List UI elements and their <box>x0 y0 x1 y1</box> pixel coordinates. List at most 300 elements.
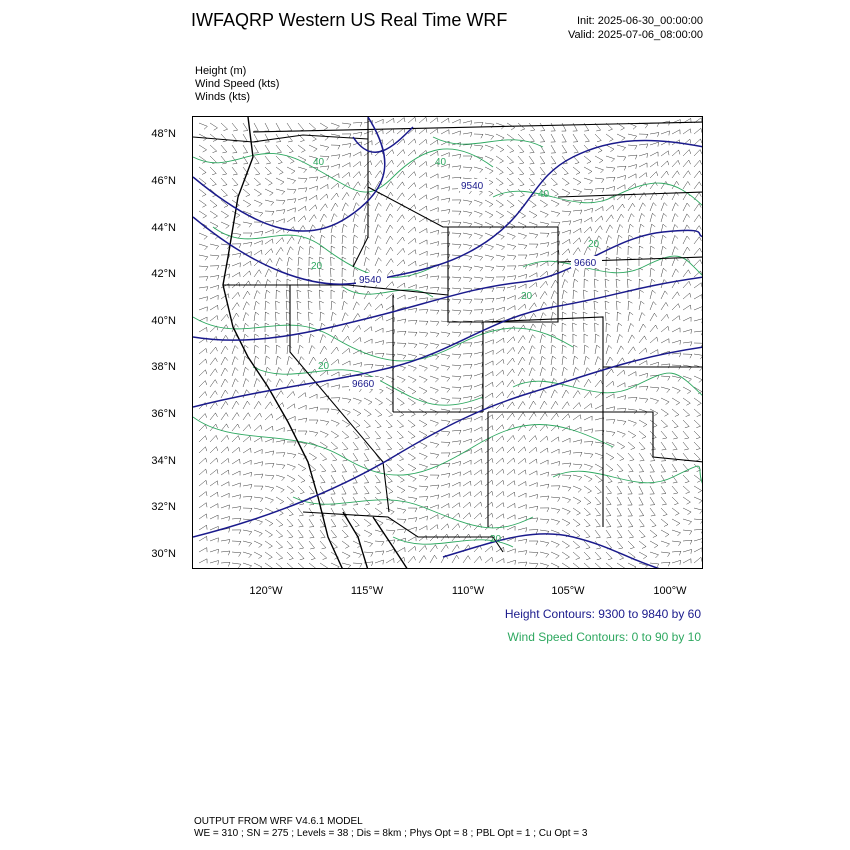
wind-barb <box>606 186 615 190</box>
wind-barb <box>639 257 643 266</box>
wind-barb <box>529 494 538 498</box>
wind-barb <box>628 397 637 401</box>
wind-barb <box>507 549 515 554</box>
wind-barb <box>584 391 592 398</box>
wind-barb <box>650 213 656 222</box>
wind-barb <box>210 285 219 289</box>
wind-barb <box>243 145 248 153</box>
wind-barb <box>254 156 259 164</box>
wind-barb <box>518 284 526 289</box>
wind-barb <box>254 401 261 409</box>
wind-barb <box>309 225 316 233</box>
wind-barb <box>683 192 690 200</box>
wind-barb <box>232 178 238 186</box>
wind-barb <box>397 343 406 347</box>
wind-barb <box>342 442 348 450</box>
wind-barb <box>518 145 524 153</box>
wind-barb <box>353 122 362 126</box>
wind-barb <box>628 530 634 538</box>
wind-barb <box>628 508 633 516</box>
border-plains <box>558 192 703 197</box>
wind-barb <box>606 257 610 266</box>
wind-barb <box>562 134 567 142</box>
wind-barb <box>441 483 450 487</box>
wind-barb <box>276 258 282 266</box>
wind-barb <box>375 508 382 515</box>
height-label: 9660 <box>574 258 597 269</box>
wind-barb <box>650 290 656 299</box>
wind-barb <box>210 413 218 420</box>
wind-barb <box>331 214 337 222</box>
wind-barb <box>342 541 349 548</box>
wind-barb <box>441 198 450 202</box>
wind-barb <box>661 131 670 136</box>
wind-barb <box>287 464 296 470</box>
wind-barb <box>397 150 405 157</box>
wind-barb <box>573 440 582 444</box>
wind-barb <box>584 290 588 299</box>
wind-barb <box>529 447 537 453</box>
wind-barb <box>672 292 679 299</box>
wind-barb <box>529 244 538 248</box>
wind-barb <box>221 413 228 420</box>
wind-barb <box>463 471 471 475</box>
border-mt-south <box>368 187 558 227</box>
wind-barb <box>496 297 505 301</box>
wind-barb <box>419 545 427 552</box>
lat-label-30: 30°N <box>151 548 176 560</box>
wind-barb <box>518 368 525 376</box>
wind-barb <box>661 291 668 299</box>
wind-barb <box>485 524 493 530</box>
wind-barb <box>540 424 548 431</box>
wind-barb <box>265 301 270 310</box>
wind-barb <box>650 162 658 167</box>
wind-barb <box>419 420 427 427</box>
wind-barb <box>243 472 252 476</box>
wind-barb <box>628 312 633 321</box>
wind-barb <box>617 383 625 388</box>
wind-barb <box>474 134 483 138</box>
gulf-coast <box>373 517 408 569</box>
wind-barb <box>551 390 558 398</box>
wind-contour <box>553 466 703 487</box>
wind-barb <box>276 356 281 365</box>
wind-barb <box>463 364 472 368</box>
wind-barb <box>551 334 556 343</box>
wind-barb <box>452 299 461 304</box>
wind-barb <box>463 513 471 519</box>
wind-barb <box>243 413 250 420</box>
wind-barb <box>507 167 514 175</box>
wind-barb <box>584 486 592 493</box>
wind-barb <box>386 409 393 417</box>
wind-barb <box>265 426 273 431</box>
wind-barb <box>265 249 273 255</box>
wind-barb <box>573 334 577 343</box>
wind-barb <box>595 268 599 277</box>
wind-barb <box>474 167 483 173</box>
wind-barb <box>441 365 450 370</box>
wind-barb <box>639 246 643 255</box>
wind-barb <box>617 134 625 141</box>
wind-barb <box>551 519 560 525</box>
wind-barb <box>375 171 382 178</box>
wind-barb <box>430 343 439 348</box>
wind-barb <box>617 486 622 494</box>
wind-barb <box>243 302 250 310</box>
wind-barb <box>430 387 438 393</box>
wind-barb <box>441 442 450 446</box>
wind-barb <box>474 470 482 475</box>
wind-barb <box>254 270 261 277</box>
wind-barb <box>628 372 636 377</box>
wind-barb <box>540 413 547 420</box>
wind-barb <box>353 246 358 255</box>
wind-barb <box>617 225 623 234</box>
wind-barb <box>474 405 482 409</box>
wind-barb <box>320 134 328 140</box>
wind-barb <box>221 458 229 464</box>
wind-barb <box>683 530 692 535</box>
wind-barb <box>254 474 263 478</box>
wind-barb <box>595 216 603 222</box>
wind-barb <box>397 319 406 323</box>
wind-barb <box>639 552 647 559</box>
wind-barb <box>408 518 417 522</box>
wind-barb <box>419 139 427 145</box>
wind-barb <box>694 204 701 211</box>
wind-barb <box>199 145 207 152</box>
wind-barb <box>265 123 270 131</box>
wind-barb <box>364 224 370 233</box>
wind-barb <box>584 134 589 142</box>
wind-barb <box>584 497 591 505</box>
wind-barb <box>551 134 556 142</box>
wind-barb <box>606 345 612 354</box>
wind-barb <box>441 545 448 552</box>
wind-barb <box>254 497 263 502</box>
wind-barb <box>529 233 538 238</box>
wind-barb <box>243 436 251 442</box>
wind-barb <box>463 144 472 148</box>
wind-barb <box>507 276 516 280</box>
wind-barb <box>518 458 526 464</box>
wind-barb <box>672 387 680 393</box>
wind-barb <box>320 145 329 151</box>
wind-barb <box>441 494 449 498</box>
wind-barb <box>309 205 317 211</box>
wind-barb <box>441 453 450 457</box>
wind-barb <box>298 530 303 538</box>
wind-barb <box>408 183 416 189</box>
wind-barb <box>265 134 269 142</box>
wind-barb <box>551 222 560 226</box>
wind-barb <box>331 301 336 310</box>
wind-barb <box>617 301 621 310</box>
wind-barb <box>298 519 303 527</box>
wind-barb <box>452 503 460 508</box>
wind-barb <box>243 261 251 266</box>
wind-barb <box>617 145 626 151</box>
wind-barb <box>430 242 439 246</box>
wind-barb <box>320 335 326 344</box>
wind-barb <box>683 236 690 244</box>
wind-barb <box>397 376 405 383</box>
wind-barb <box>639 508 644 516</box>
wind-barb <box>309 357 316 365</box>
wind-barb <box>661 398 669 405</box>
wind-barb <box>276 453 285 457</box>
wind-barb <box>529 471 537 475</box>
wind-barb <box>221 145 227 153</box>
wind-barb <box>628 203 635 211</box>
wind-barb <box>661 530 669 537</box>
wind-barb <box>298 167 307 173</box>
wind-barb <box>397 529 406 533</box>
wind-barb <box>485 200 493 207</box>
wind-barb <box>309 486 314 494</box>
wind-barb <box>496 211 504 218</box>
wind-barb <box>408 464 416 471</box>
lon-label-100: 100°W <box>653 585 687 597</box>
wind-barb <box>672 497 678 505</box>
wind-barb <box>364 291 371 299</box>
wind-barb <box>199 307 207 312</box>
wind-barb <box>562 402 569 409</box>
wind-barb <box>243 379 249 388</box>
wind-barb <box>199 469 207 475</box>
wind-barb <box>265 497 274 503</box>
wind-barb <box>375 541 384 546</box>
wind-barb <box>287 552 293 560</box>
wind-barb <box>386 398 393 405</box>
wind-barb <box>562 367 568 376</box>
field-list <box>195 65 279 104</box>
wind-barb <box>276 210 285 214</box>
wind-barb <box>529 167 535 175</box>
wind-barb <box>485 255 494 261</box>
wind-barb <box>430 208 438 212</box>
wind-barb <box>232 123 238 131</box>
wind-barb <box>287 563 294 569</box>
wind-barb <box>672 442 677 450</box>
wind-barb <box>694 171 702 178</box>
wind-barb <box>661 376 670 381</box>
wind-barb <box>496 425 504 431</box>
wind-barb <box>430 129 438 134</box>
wind-barb <box>320 420 329 425</box>
wind-barb <box>518 274 527 278</box>
wind-barb <box>562 552 570 559</box>
wind-barb <box>232 313 239 321</box>
wind-barb <box>562 189 570 196</box>
wind-barb <box>265 323 269 332</box>
wind-barb <box>331 359 339 365</box>
wind-barb <box>694 486 702 493</box>
wind-barb <box>199 503 207 508</box>
wind-barb <box>331 420 339 426</box>
wind-barb <box>463 343 472 347</box>
wind-barb <box>210 178 216 186</box>
wind-barb <box>353 213 359 222</box>
wind-barb <box>595 357 601 366</box>
wind-barb <box>298 145 305 152</box>
wind-barb <box>474 438 482 443</box>
wind-barb <box>518 357 525 365</box>
wind-barb <box>463 255 472 260</box>
wind-barb <box>595 519 600 527</box>
wind-barb <box>507 255 516 260</box>
wind-barb <box>232 552 241 557</box>
wind-barb <box>419 321 428 325</box>
wind-barb <box>441 504 449 509</box>
wind-barb <box>518 470 526 475</box>
wind-barb <box>485 156 493 162</box>
wind-barb <box>364 257 370 266</box>
wind-barb <box>298 563 305 569</box>
wind-barb <box>661 171 669 178</box>
wind-barb <box>243 189 250 197</box>
wind-barb <box>650 337 658 343</box>
wind-barb <box>397 486 405 493</box>
wind-barb <box>573 268 579 277</box>
wind-barb <box>430 310 439 314</box>
wind-barb <box>353 325 361 332</box>
wind-barb <box>694 283 702 288</box>
wind-barb <box>243 401 250 409</box>
wind-barb <box>254 222 263 226</box>
wind-barb <box>254 552 262 559</box>
wind-barb <box>441 277 450 281</box>
wind-barb <box>408 238 416 244</box>
wind-barb <box>397 409 404 417</box>
wind-barb <box>309 177 318 181</box>
wind-barb <box>254 462 263 466</box>
wind-barb <box>639 173 647 178</box>
wind-barb <box>672 340 681 344</box>
wind-barb <box>474 156 483 161</box>
wind-barb <box>408 139 416 145</box>
wind-barb <box>661 161 669 167</box>
wind-barb <box>309 215 316 222</box>
wind-barb <box>518 336 525 344</box>
wind-barb <box>232 436 240 442</box>
wind-barb <box>297 279 301 288</box>
wind-barb <box>254 425 262 431</box>
wind-barb <box>639 519 644 527</box>
wind-barb <box>430 151 438 156</box>
wind-barb <box>342 153 351 157</box>
wind-barb <box>573 464 582 469</box>
wind-barb <box>518 233 527 239</box>
wind-barb <box>540 563 549 569</box>
wind-barb <box>265 356 270 365</box>
wind-barb <box>386 203 393 211</box>
wind-barb <box>265 156 271 164</box>
wind-barb <box>254 508 263 514</box>
wind-barb <box>485 557 493 563</box>
wind-barb <box>661 431 667 439</box>
wind-barb <box>661 453 666 461</box>
wind-barb <box>419 263 427 268</box>
wind-barb <box>639 134 648 138</box>
wind-barb <box>683 225 690 233</box>
wind-barb <box>672 247 678 256</box>
wind-barb <box>496 447 504 453</box>
wind-barb <box>298 188 307 192</box>
wind-barb <box>594 279 598 288</box>
wind-barb <box>397 260 405 266</box>
wind-barb <box>430 485 439 489</box>
wind-barb <box>408 343 417 348</box>
wind-barb <box>573 238 581 244</box>
wind-barb <box>199 297 208 301</box>
wind-barb <box>221 540 230 544</box>
wind-barb <box>298 206 306 211</box>
wind-barb <box>353 409 361 416</box>
wind-barb <box>650 172 658 178</box>
wind-barb <box>221 368 228 376</box>
wind-barb <box>485 167 493 174</box>
wind-barb <box>573 345 577 354</box>
wind-barb <box>606 323 610 332</box>
wind-barb <box>573 415 581 420</box>
wind-barb <box>430 525 438 530</box>
wind-barb <box>551 200 559 207</box>
wind-barb <box>463 299 472 304</box>
field-height: Height (m) <box>195 65 247 77</box>
wind-barb <box>276 145 282 153</box>
wind-barb <box>309 541 315 549</box>
wind-barb <box>529 563 538 568</box>
baja-coast <box>343 512 368 569</box>
wind-barb <box>617 420 626 425</box>
wind-barb <box>386 259 393 266</box>
wind-barb <box>320 453 327 461</box>
wind-barb <box>254 211 263 216</box>
wind-barb <box>562 390 569 398</box>
wind-barb <box>584 167 592 174</box>
wind-barb <box>606 215 613 222</box>
lat-label-46: 46°N <box>151 175 176 187</box>
wind-barb <box>672 203 678 211</box>
border-mexico <box>303 512 503 552</box>
wind-barb <box>485 145 494 151</box>
wind-barb <box>551 156 556 164</box>
wind-barb <box>694 398 701 405</box>
wind-barb <box>617 453 624 461</box>
wind-barb <box>342 398 351 403</box>
wind-barb <box>584 156 591 164</box>
wind-barb <box>375 442 380 450</box>
wind-barb <box>562 323 566 332</box>
wind-barb <box>419 229 427 234</box>
wind-barb <box>650 203 656 211</box>
wind-barb <box>672 304 680 310</box>
wind-barb <box>540 233 549 237</box>
wind-barb <box>507 200 514 208</box>
wind-barb <box>452 354 461 359</box>
wind-barb <box>210 447 218 453</box>
wind-barb <box>672 541 681 546</box>
wind-barb <box>551 232 560 236</box>
wind-barb <box>232 483 240 487</box>
wind-barb <box>661 541 670 547</box>
wind-barb <box>353 192 360 200</box>
wind-barb <box>199 123 207 129</box>
wind-barb <box>639 541 646 549</box>
